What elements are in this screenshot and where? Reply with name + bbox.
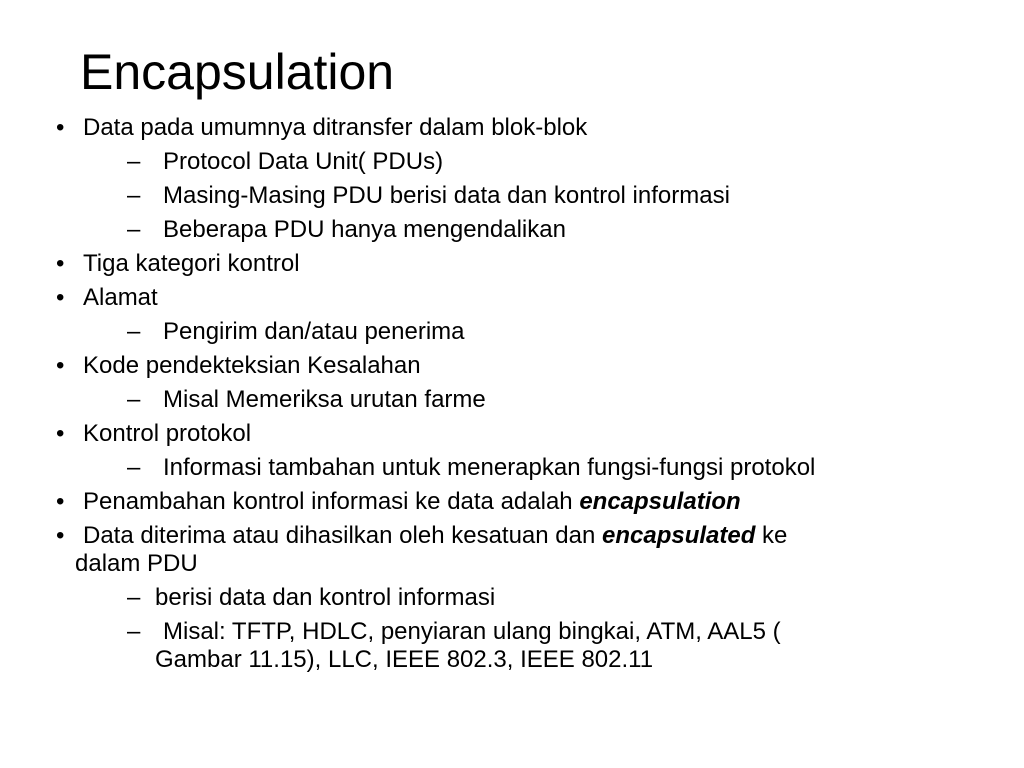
sub-bullet-text: Pengirim dan/atau penerima [163,318,465,345]
bullet-marker: • [56,522,65,549]
bullet-text [83,488,741,516]
sub-bullet-text-continuation: Gambar 11.15), LLC, IEEE 802.3, IEEE 802.11 [155,646,654,673]
dash-marker: – [127,148,141,175]
bullet-text-lead: Penambahan kontrol informasi ke data adalah [83,488,580,515]
bullet-text: Kontrol protokol [83,420,252,447]
bullet-text-lead: Data diterima atau dihasilkan oleh kesatuan dan [83,522,602,549]
bullet-marker: • [56,284,65,311]
sub-bullet-text: Misal Memeriksa urutan farme [163,386,486,413]
bullet-marker: • [56,250,65,277]
sub-bullet-text: berisi data dan kontrol informasi [155,584,496,611]
dash-marker: – [127,182,141,209]
bullet-text-continuation: dalam PDU [75,550,198,577]
bullet-text: Data pada umumnya ditransfer dalam blok-blok [83,114,588,141]
bullet-marker: • [56,420,65,447]
sub-bullet-text: Protocol Data Unit( PDUs) [163,148,444,175]
emphasis-term: encapsulation [579,488,741,515]
slide-title: Encapsulation [80,44,395,100]
bullet-marker: • [56,488,65,515]
dash-marker: – [127,618,141,645]
dash-marker: – [127,318,141,345]
dash-marker: – [127,386,141,413]
sub-bullet-text: Misal: TFTP, HDLC, penyiaran ulang bingkai, ATM, AAL5 ( [163,618,781,645]
bullet-text: Kode pendekteksian Kesalahan [83,352,421,379]
bullet-text: Alamat [83,284,158,311]
bullet-text: Tiga kategori kontrol [83,250,300,277]
emphasis-term: encapsulated [602,522,756,549]
dash-marker: – [127,584,141,611]
dash-marker: – [127,216,141,243]
bullet-marker: • [56,352,65,379]
dash-marker: – [127,454,141,481]
sub-bullet-text: Masing-Masing PDU berisi data dan kontrol informasi [163,182,730,209]
sub-bullet-text: Beberapa PDU hanya mengendalikan [163,216,566,243]
bullet-marker: • [56,114,65,141]
bullet-text [83,522,787,550]
bullet-text-tail: ke [755,522,788,549]
sub-bullet-text: Informasi tambahan untuk menerapkan fungsi-fungsi protokol [163,454,816,481]
